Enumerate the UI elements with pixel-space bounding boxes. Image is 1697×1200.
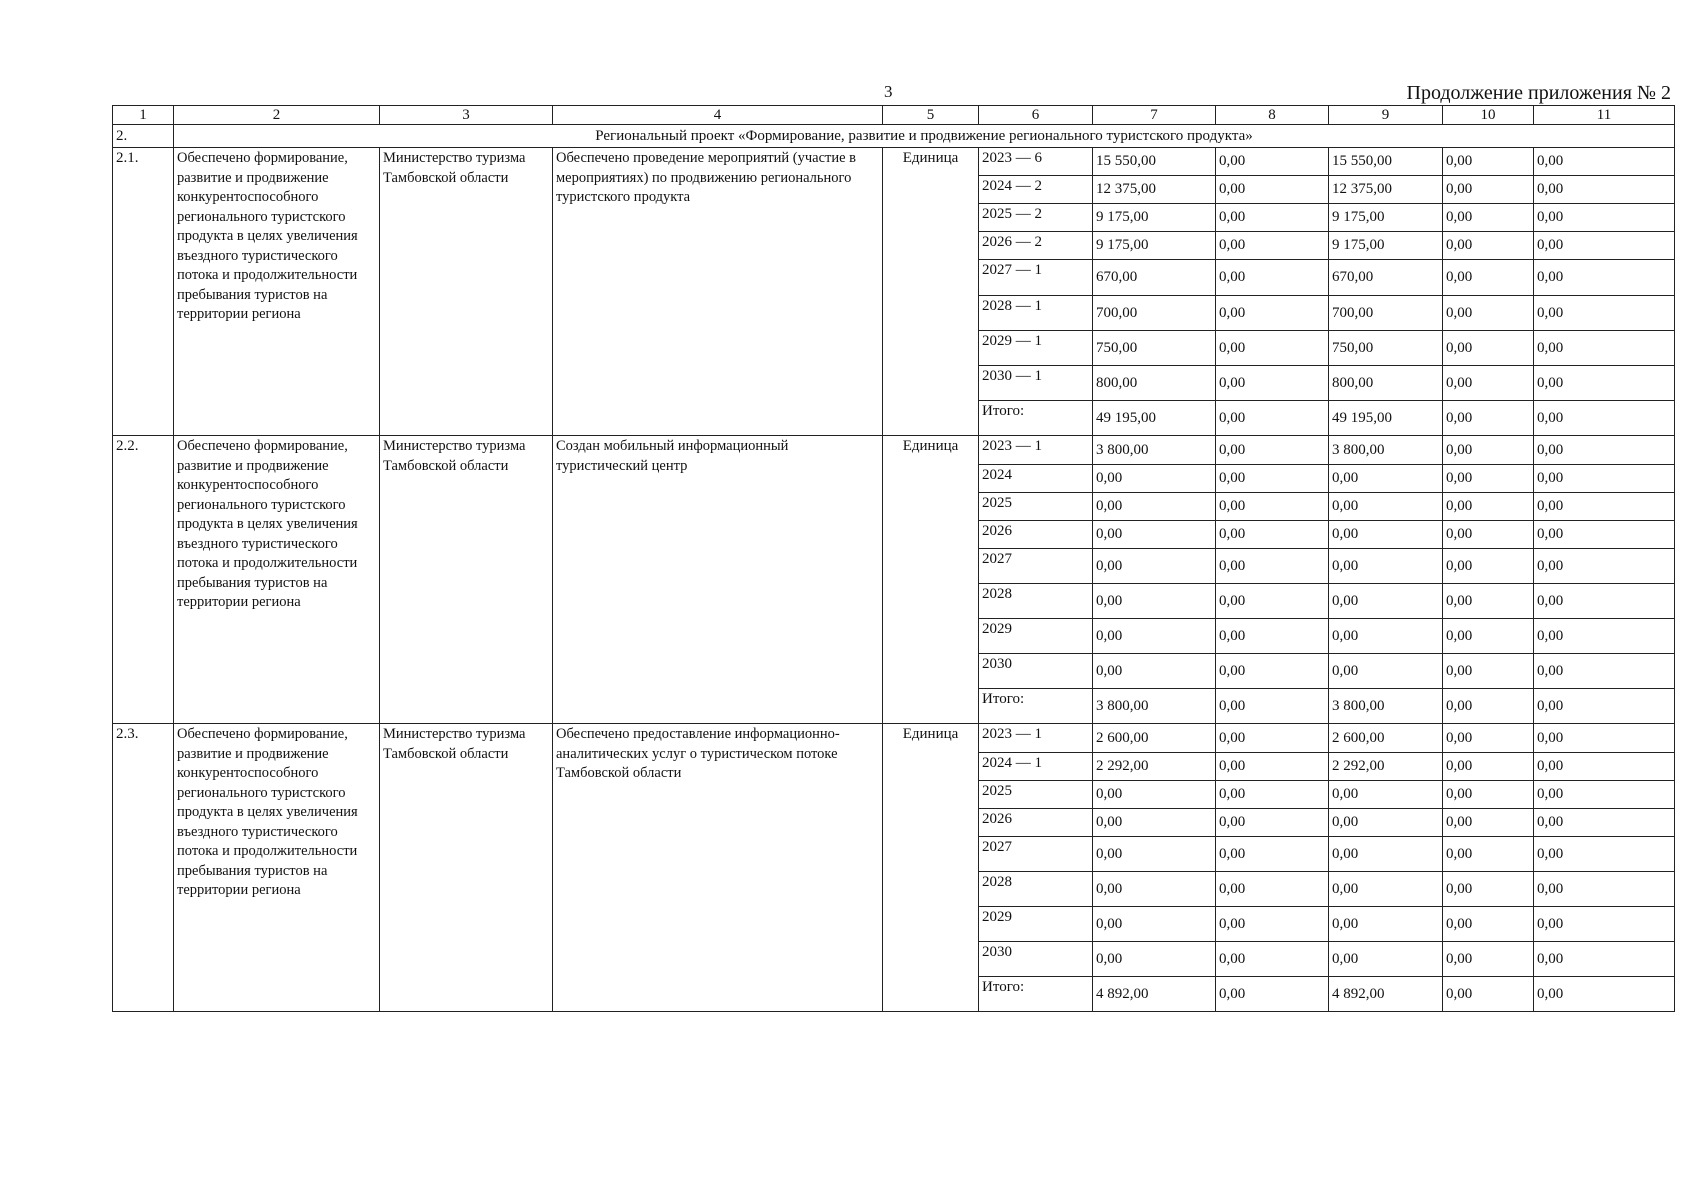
row-number: 2.1.	[113, 148, 174, 436]
amount-cell: 0,00	[1216, 907, 1329, 942]
year-cell: 2025	[979, 781, 1093, 809]
year-cell: 2026 — 2	[979, 232, 1093, 260]
amount-cell: 0,00	[1329, 654, 1443, 689]
amount-cell: 700,00	[1093, 296, 1216, 331]
amount-cell: 0,00	[1216, 654, 1329, 689]
amount-cell: 0,00	[1443, 521, 1534, 549]
amount-cell: 15 550,00	[1093, 148, 1216, 176]
amount-cell: 0,00	[1329, 521, 1443, 549]
amount-cell: 0,00	[1443, 549, 1534, 584]
amount-cell: 670,00	[1329, 260, 1443, 296]
amount-cell: 0,00	[1329, 872, 1443, 907]
amount-cell: 0,00	[1093, 584, 1216, 619]
year-cell: Итого:	[979, 401, 1093, 436]
amount-cell: 49 195,00	[1093, 401, 1216, 436]
amount-cell: 750,00	[1329, 331, 1443, 366]
amount-cell: 0,00	[1443, 809, 1534, 837]
column-number: 11	[1534, 106, 1675, 125]
year-cell: Итого:	[979, 689, 1093, 724]
result-description: Обеспечено формирование, развитие и продвижение конкурентоспособного регионального туристского продукта в целях увеличения въездного туристического потока и продолжительности пребывания туристов на территории региона	[174, 724, 380, 1012]
unit-of-measure: Единица	[883, 724, 979, 1012]
amount-cell: 0,00	[1329, 493, 1443, 521]
amount-cell: 9 175,00	[1329, 232, 1443, 260]
amount-cell: 0,00	[1534, 176, 1675, 204]
amount-cell: 0,00	[1216, 148, 1329, 176]
column-number: 3	[380, 106, 553, 125]
amount-cell: 0,00	[1329, 907, 1443, 942]
amount-cell: 0,00	[1093, 549, 1216, 584]
amount-cell: 0,00	[1216, 366, 1329, 401]
executor-name: Министерство туризма Тамбовской области	[380, 436, 553, 724]
section-row	[113, 125, 1675, 148]
amount-cell: 750,00	[1093, 331, 1216, 366]
amount-cell: 9 175,00	[1093, 232, 1216, 260]
amount-cell: 0,00	[1534, 619, 1675, 654]
amount-cell: 0,00	[1534, 366, 1675, 401]
amount-cell: 0,00	[1443, 148, 1534, 176]
amount-cell: 700,00	[1329, 296, 1443, 331]
indicator-name: Обеспечено предоставление информационно-аналитических услуг о туристическом потоке Тамбовской области	[553, 724, 883, 1012]
year-cell: 2025	[979, 493, 1093, 521]
year-cell: 2026	[979, 809, 1093, 837]
year-cell: 2026	[979, 521, 1093, 549]
amount-cell: 0,00	[1216, 493, 1329, 521]
amount-cell: 0,00	[1093, 872, 1216, 907]
amount-cell: 4 892,00	[1329, 977, 1443, 1012]
amount-cell: 2 292,00	[1093, 753, 1216, 781]
amount-cell: 0,00	[1534, 753, 1675, 781]
amount-cell: 3 800,00	[1093, 689, 1216, 724]
amount-cell: 0,00	[1534, 781, 1675, 809]
amount-cell: 49 195,00	[1329, 401, 1443, 436]
amount-cell: 0,00	[1329, 781, 1443, 809]
unit-of-measure: Единица	[883, 436, 979, 724]
year-cell: 2024 — 2	[979, 176, 1093, 204]
amount-cell: 0,00	[1093, 942, 1216, 977]
amount-cell: 0,00	[1534, 148, 1675, 176]
amount-cell: 0,00	[1093, 781, 1216, 809]
amount-cell: 0,00	[1216, 619, 1329, 654]
column-number: 2	[174, 106, 380, 125]
amount-cell: 0,00	[1329, 549, 1443, 584]
amount-cell: 0,00	[1216, 204, 1329, 232]
amount-cell: 0,00	[1443, 619, 1534, 654]
amount-cell: 0,00	[1216, 781, 1329, 809]
amount-cell: 0,00	[1534, 436, 1675, 465]
amount-cell: 0,00	[1443, 176, 1534, 204]
amount-cell: 0,00	[1443, 401, 1534, 436]
amount-cell: 0,00	[1534, 724, 1675, 753]
amount-cell: 0,00	[1329, 619, 1443, 654]
column-number: 9	[1329, 106, 1443, 125]
amount-cell: 0,00	[1534, 942, 1675, 977]
amount-cell: 0,00	[1534, 584, 1675, 619]
amount-cell: 0,00	[1443, 977, 1534, 1012]
amount-cell: 0,00	[1443, 753, 1534, 781]
result-description: Обеспечено формирование, развитие и продвижение конкурентоспособного регионального туристского продукта в целях увеличения въездного туристического потока и продолжительности пребывания туристов на территории региона	[174, 436, 380, 724]
amount-cell: 0,00	[1534, 260, 1675, 296]
amount-cell: 0,00	[1216, 232, 1329, 260]
amount-cell: 9 175,00	[1093, 204, 1216, 232]
amount-cell: 0,00	[1534, 809, 1675, 837]
amount-cell: 0,00	[1216, 296, 1329, 331]
amount-cell: 9 175,00	[1329, 204, 1443, 232]
amount-cell: 0,00	[1443, 331, 1534, 366]
year-cell: 2028	[979, 872, 1093, 907]
year-cell: 2030 — 1	[979, 366, 1093, 401]
amount-cell: 0,00	[1443, 296, 1534, 331]
amount-cell: 0,00	[1216, 331, 1329, 366]
amount-cell: 0,00	[1443, 872, 1534, 907]
column-number: 10	[1443, 106, 1534, 125]
amount-cell: 0,00	[1534, 977, 1675, 1012]
amount-cell: 0,00	[1093, 619, 1216, 654]
column-number: 4	[553, 106, 883, 125]
amount-cell: 3 800,00	[1093, 436, 1216, 465]
amount-cell: 0,00	[1216, 176, 1329, 204]
amount-cell: 0,00	[1443, 689, 1534, 724]
amount-cell: 0,00	[1443, 232, 1534, 260]
amount-cell: 0,00	[1534, 465, 1675, 493]
amount-cell: 0,00	[1443, 654, 1534, 689]
amount-cell: 12 375,00	[1093, 176, 1216, 204]
section-number: 2.	[113, 125, 174, 148]
amount-cell: 0,00	[1093, 907, 1216, 942]
amount-cell: 0,00	[1443, 907, 1534, 942]
amount-cell: 2 600,00	[1093, 724, 1216, 753]
appendix-continuation-note: Продолжение приложения № 2	[1406, 82, 1671, 104]
year-cell: 2028	[979, 584, 1093, 619]
result-description: Обеспечено формирование, развитие и продвижение конкурентоспособного регионального туристского продукта в целях увеличения въездного туристического потока и продолжительности пребывания туристов на территории региона	[174, 148, 380, 436]
amount-cell: 0,00	[1216, 584, 1329, 619]
amount-cell: 0,00	[1216, 977, 1329, 1012]
amount-cell: 0,00	[1443, 942, 1534, 977]
table-row	[113, 724, 1675, 753]
year-cell: 2023 — 1	[979, 436, 1093, 465]
amount-cell: 0,00	[1216, 401, 1329, 436]
amount-cell: 0,00	[1093, 493, 1216, 521]
year-cell: 2030	[979, 942, 1093, 977]
year-cell: 2028 — 1	[979, 296, 1093, 331]
column-number: 8	[1216, 106, 1329, 125]
amount-cell: 0,00	[1443, 465, 1534, 493]
amount-cell: 0,00	[1534, 549, 1675, 584]
amount-cell: 0,00	[1216, 549, 1329, 584]
year-cell: 2030	[979, 654, 1093, 689]
amount-cell: 0,00	[1534, 521, 1675, 549]
amount-cell: 0,00	[1216, 942, 1329, 977]
amount-cell: 0,00	[1093, 809, 1216, 837]
amount-cell: 0,00	[1443, 366, 1534, 401]
amount-cell: 0,00	[1443, 584, 1534, 619]
column-number: 6	[979, 106, 1093, 125]
year-cell: 2023 — 1	[979, 724, 1093, 753]
year-cell: 2027 — 1	[979, 260, 1093, 296]
amount-cell: 0,00	[1534, 493, 1675, 521]
amount-cell: 0,00	[1093, 465, 1216, 493]
column-number-header-row	[113, 106, 1675, 125]
amount-cell: 0,00	[1534, 689, 1675, 724]
amount-cell: 0,00	[1093, 654, 1216, 689]
amount-cell: 15 550,00	[1329, 148, 1443, 176]
amount-cell: 0,00	[1329, 809, 1443, 837]
table-row	[113, 148, 1675, 176]
amount-cell: 0,00	[1534, 837, 1675, 872]
amount-cell: 4 892,00	[1093, 977, 1216, 1012]
year-cell: 2023 — 6	[979, 148, 1093, 176]
row-number: 2.2.	[113, 436, 174, 724]
year-cell: 2024 — 1	[979, 753, 1093, 781]
amount-cell: 800,00	[1329, 366, 1443, 401]
amount-cell: 2 600,00	[1329, 724, 1443, 753]
amount-cell: 0,00	[1329, 837, 1443, 872]
amount-cell: 0,00	[1216, 872, 1329, 907]
amount-cell: 800,00	[1093, 366, 1216, 401]
amount-cell: 0,00	[1216, 724, 1329, 753]
year-cell: 2029	[979, 907, 1093, 942]
amount-cell: 0,00	[1534, 204, 1675, 232]
amount-cell: 0,00	[1329, 465, 1443, 493]
executor-name: Министерство туризма Тамбовской области	[380, 724, 553, 1012]
amount-cell: 12 375,00	[1329, 176, 1443, 204]
year-cell: 2027	[979, 549, 1093, 584]
amount-cell: 0,00	[1329, 584, 1443, 619]
amount-cell: 670,00	[1093, 260, 1216, 296]
row-number: 2.3.	[113, 724, 174, 1012]
column-number: 5	[883, 106, 979, 125]
year-cell: 2029	[979, 619, 1093, 654]
amount-cell: 0,00	[1216, 465, 1329, 493]
section-title: Региональный проект «Формирование, развитие и продвижение регионального туристского продукта»	[174, 125, 1675, 148]
amount-cell: 0,00	[1443, 724, 1534, 753]
amount-cell: 0,00	[1534, 654, 1675, 689]
page-number: 3	[884, 82, 893, 101]
amount-cell: 0,00	[1216, 521, 1329, 549]
amount-cell: 0,00	[1534, 296, 1675, 331]
amount-cell: 0,00	[1216, 809, 1329, 837]
amount-cell: 0,00	[1216, 260, 1329, 296]
amount-cell: 0,00	[1093, 521, 1216, 549]
indicator-name: Создан мобильный информационный туристический центр	[553, 436, 883, 724]
amount-cell: 0,00	[1534, 872, 1675, 907]
year-cell: 2024	[979, 465, 1093, 493]
year-cell: 2027	[979, 837, 1093, 872]
executor-name: Министерство туризма Тамбовской области	[380, 148, 553, 436]
column-number: 7	[1093, 106, 1216, 125]
amount-cell: 0,00	[1443, 837, 1534, 872]
amount-cell: 0,00	[1216, 436, 1329, 465]
amount-cell: 0,00	[1216, 753, 1329, 781]
amount-cell: 0,00	[1534, 401, 1675, 436]
amount-cell: 0,00	[1443, 781, 1534, 809]
amount-cell: 3 800,00	[1329, 436, 1443, 465]
amount-cell: 0,00	[1329, 942, 1443, 977]
amount-cell: 0,00	[1443, 436, 1534, 465]
table-row	[113, 436, 1675, 465]
amount-cell: 0,00	[1443, 260, 1534, 296]
column-number: 1	[113, 106, 174, 125]
amount-cell: 0,00	[1216, 689, 1329, 724]
amount-cell: 0,00	[1534, 331, 1675, 366]
amount-cell: 0,00	[1534, 907, 1675, 942]
amount-cell: 0,00	[1093, 837, 1216, 872]
amount-cell: 3 800,00	[1329, 689, 1443, 724]
indicator-name: Обеспечено проведение мероприятий (участие в мероприятиях) по продвижению регионального туристского продукта	[553, 148, 883, 436]
amount-cell: 0,00	[1443, 493, 1534, 521]
amount-cell: 0,00	[1534, 232, 1675, 260]
amount-cell: 0,00	[1443, 204, 1534, 232]
unit-of-measure: Единица	[883, 148, 979, 436]
year-cell: 2025 — 2	[979, 204, 1093, 232]
financing-table	[112, 105, 1675, 1012]
amount-cell: 0,00	[1216, 837, 1329, 872]
year-cell: 2029 — 1	[979, 331, 1093, 366]
amount-cell: 2 292,00	[1329, 753, 1443, 781]
year-cell: Итого:	[979, 977, 1093, 1012]
